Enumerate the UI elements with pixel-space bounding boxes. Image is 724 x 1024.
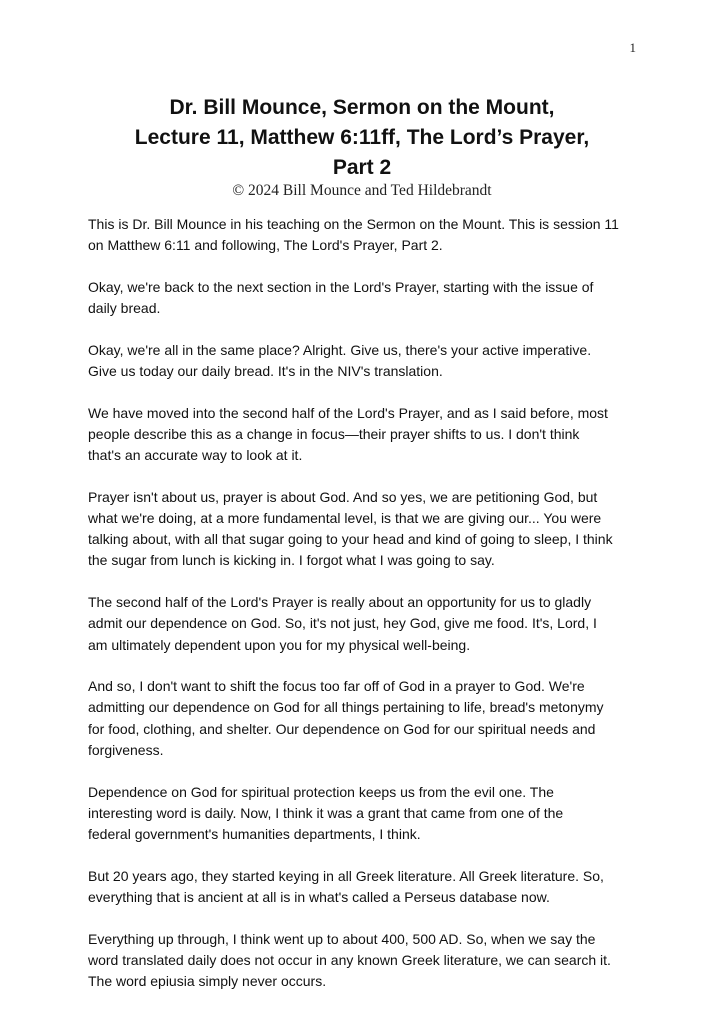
paragraph — [88, 592, 648, 656]
paragraph — [88, 403, 648, 467]
paragraph-line: But 20 years ago, they started keying in all Greek literature. All Greek literature. So, — [88, 867, 604, 884]
paragraph-line: what we're doing, at a more fundamental level, is that we are giving our... You were — [88, 510, 602, 527]
paragraph-line: Give us today our daily bread. It's in the NIV's translation. — [88, 363, 443, 380]
paragraph-line: Okay, we're back to the next section in the Lord's Prayer, starting with the issue of — [88, 278, 594, 295]
title-line-1: Dr. Bill Mounce, Sermon on the Mount, — [169, 96, 555, 119]
paragraph-line: am ultimately dependent upon you for my physical well-being. — [88, 636, 471, 653]
paragraph-line: Prayer isn't about us, prayer is about God. And so yes, we are petitioning God, but — [88, 488, 598, 505]
title-line-2: Lecture 11, Matthew 6:11ff, The Lord’s Prayer, — [134, 126, 590, 149]
paragraph-line: that's an accurate way to look at it. — [88, 447, 303, 464]
paragraph-line: And so, I don't want to shift the focus too far off of God in a prayer to God. We're — [88, 678, 585, 695]
transcript-body — [88, 214, 648, 1013]
copyright-notice: © 2024 Bill Mounce and Ted Hildebrandt — [232, 182, 492, 199]
paragraph-line: The second half of the Lord's Prayer is really about an opportunity for us to gladly — [88, 594, 592, 611]
paragraph-line: everything that is ancient at all is in what's called a Perseus database now. — [88, 888, 550, 905]
title-line-3: Part 2 — [332, 156, 392, 179]
paragraph-line: interesting word is daily. Now, I think it was a grant that came from one of the — [88, 804, 564, 821]
page-number: 1 — [629, 40, 636, 55]
paragraph-line: Dependence on God for spiritual protection keeps us from the evil one. The — [88, 783, 554, 800]
paragraph-line: Everything up through, I think went up to about 400, 500 AD. So, when we say the — [88, 930, 596, 947]
paragraph-line: This is Dr. Bill Mounce in his teaching on the Sermon on the Mount. This is session 11 — [88, 216, 619, 232]
paragraph — [88, 782, 648, 846]
paragraph-line: for food, clothing, and shelter. Our dependence on God for our spiritual needs and — [88, 720, 596, 737]
paragraph-line: forgiveness. — [88, 741, 164, 758]
paragraph-line: talking about, with all that sugar going to your head and kind of going to sleep, I think — [88, 531, 613, 548]
paragraph-line: on Matthew 6:11 and following, The Lord's Prayer, Part 2. — [88, 237, 443, 254]
paragraph — [88, 214, 648, 256]
paragraph — [88, 676, 648, 761]
paragraph — [88, 340, 648, 382]
paragraph-line: admit our dependence on God. So, it's not just, hey God, give me food. It's, Lord, I — [88, 615, 597, 632]
paragraph-line: federal government's humanities departments, I think. — [88, 825, 421, 842]
paragraph-line: admitting our dependence on God for all things pertaining to life, bread's metonymy — [88, 699, 604, 716]
paragraph — [88, 866, 648, 908]
paragraph-line: people describe this as a change in focus—their prayer shifts to us. I don't think — [88, 425, 580, 442]
paragraph — [88, 487, 648, 572]
paragraph-line: daily bread. — [88, 300, 161, 317]
paragraph-line: the sugar from lunch is kicking in. I forgot what I was going to say. — [88, 552, 495, 569]
document-header — [88, 93, 636, 201]
paragraph — [88, 929, 648, 993]
paragraph-line: We have moved into the second half of the Lord's Prayer, and as I said before, most — [88, 404, 608, 421]
paragraph — [88, 277, 648, 319]
paragraph-line: Okay, we're all in the same place? Alright. Give us, there's your active imperative. — [88, 341, 592, 358]
paragraph-line: The word epiusia simply never occurs. — [88, 972, 327, 989]
paragraph-line: word translated daily does not occur in any known Greek literature, we can search it. — [88, 951, 611, 968]
